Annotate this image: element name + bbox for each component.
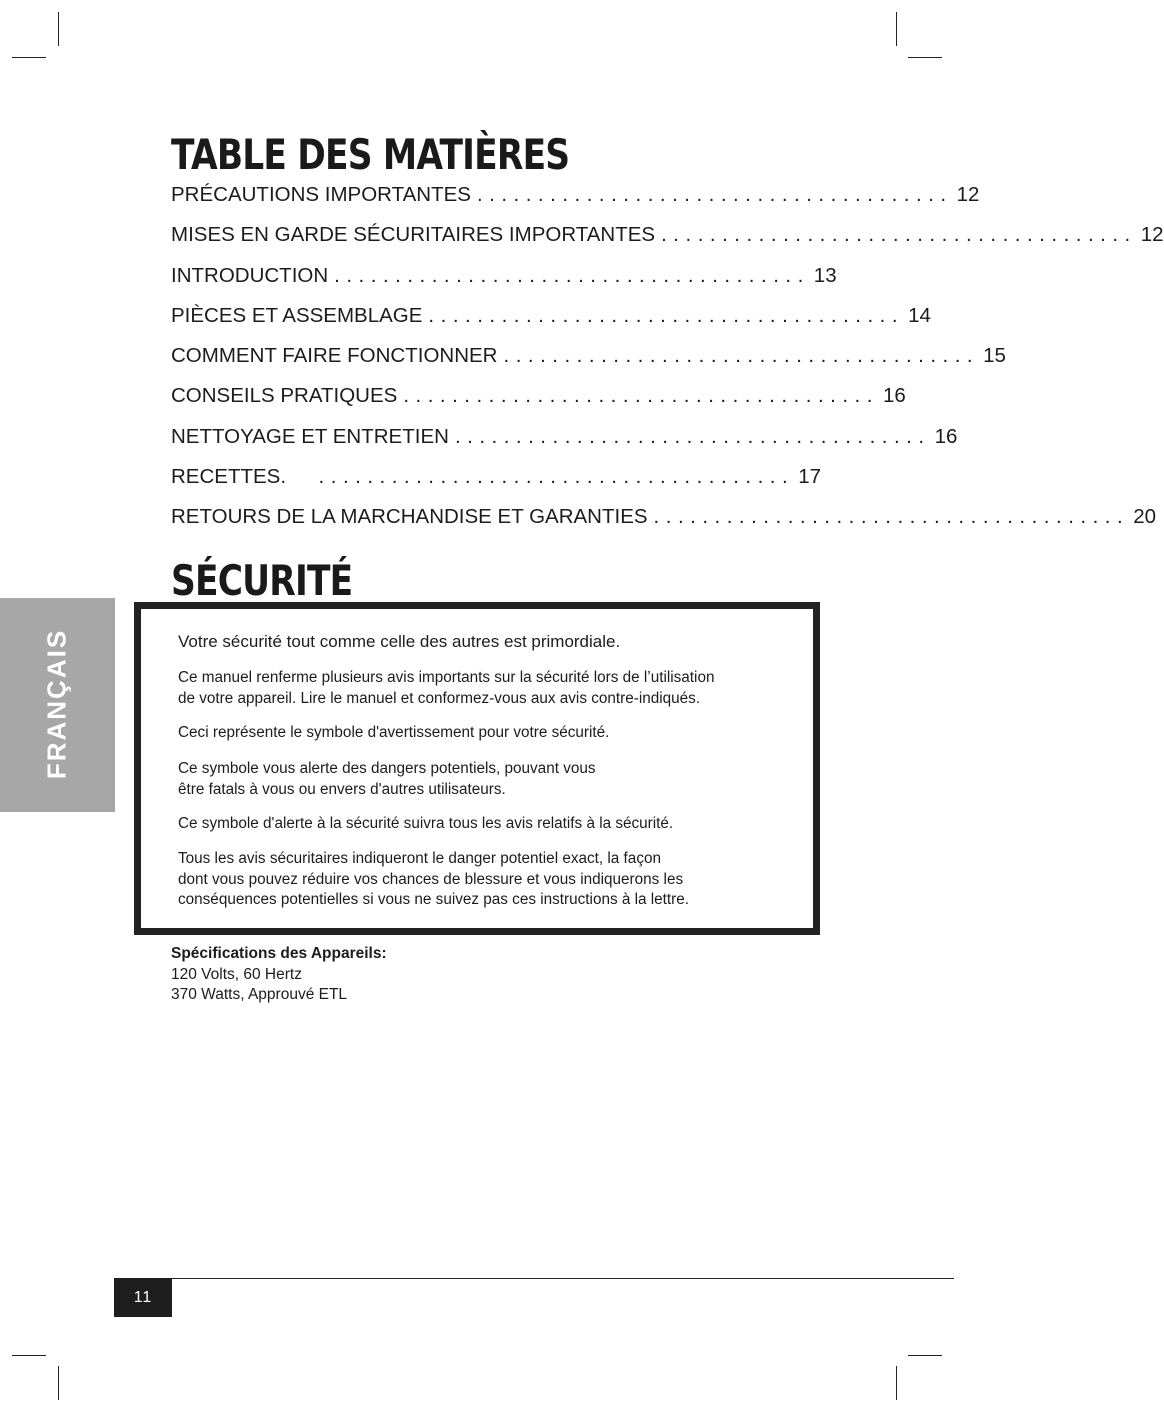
safety-paragraph-line: conséquences potentielles si vous ne suivez pas ces instructions à la lettre. [178,891,690,908]
toc-heading: TABLE DES MATIÈRES [171,130,570,179]
crop-mark [12,1355,46,1356]
crop-mark [896,12,897,46]
toc-entry-title: PRÉCAUTIONS IMPORTANTES [171,183,471,206]
toc-entry[interactable] [171,344,1006,384]
toc-entry[interactable] [171,384,906,424]
toc-entry[interactable] [171,465,821,505]
toc-dot-leader: ....................................... [661,223,1137,247]
toc-entry[interactable] [171,183,980,223]
toc-dot-leader: ....................................... [318,465,795,489]
toc-entry-title: RETOURS DE LA MARCHANDISE ET GARANTIES [171,505,648,529]
toc-entry-page: 16 [882,384,906,408]
toc-entry-page: 12 [1140,223,1164,247]
specs-title: Spécifications des Appareils: [171,945,387,962]
toc-entry-page: 17 [798,465,821,489]
toc-dot-leader: ....................................... [653,505,1130,529]
safety-paragraph-line: Tous les avis sécuritaires indiqueront le danger potentiel exact, la façon [178,850,661,867]
toc-entry-title: MISES EN GARDE SÉCURITAIRES IMPORTANTES [171,223,656,247]
toc-entry-page: 14 [908,303,931,327]
crop-mark [12,57,46,58]
specs-line: 370 Watts, Approuvé ETL [171,986,348,1003]
safety-paragraph-line: Ce manuel renferme plusieurs avis importants sur la sécurité lors de l’utilisation [178,669,715,686]
toc-entry[interactable] [171,223,1164,263]
toc-entry-title: RECETTES. [171,465,287,489]
crop-mark [908,57,942,58]
safety-notice-box [134,602,820,935]
toc-dot-leader: ....................................... [476,183,953,206]
toc-entry[interactable] [171,303,931,344]
safety-paragraph-line: Ce symbole d'alerte à la sécurité suivra tous les avis relatifs à la sécurité. [178,815,674,832]
appliance-specifications [171,944,387,1006]
toc-dot-leader: ....................................... [428,303,905,327]
footer-rule [114,1278,954,1279]
safety-paragraph-line: de votre appareil. Lire le manuel et conformez-vous aux avis contre-indiqués. [178,689,701,707]
crop-mark [896,1366,897,1400]
safety-heading: SÉCURITÉ [171,556,353,605]
toc-dot-leader: ....................................... [334,263,810,287]
table-of-contents [171,183,1164,546]
toc-entry-title: INTRODUCTION [171,263,329,287]
toc-entry[interactable] [171,263,837,304]
specs-line: 120 Volts, 60 Hertz [171,965,302,983]
toc-dot-leader: ....................................... [403,384,879,408]
toc-entry[interactable] [171,424,958,465]
toc-entry[interactable] [171,505,1156,545]
crop-mark [58,1366,59,1400]
safety-paragraph-line: être fatals à vous ou envers d'autres utilisateurs. [178,780,506,798]
toc-entry-page: 20 [1133,505,1156,529]
safety-paragraph-line: dont vous pouvez réduire vos chances de blessure et vous indiquerons les [178,870,684,888]
toc-dot-leader: ....................................... [503,344,980,368]
safety-intro: Votre sécurité tout comme celle des autres est primordiale. [178,632,621,651]
toc-entry-page: 12 [956,183,980,206]
safety-paragraph-line: Ceci représente le symbole d'avertissement pour votre sécurité. [178,724,610,741]
crop-mark [58,12,59,46]
toc-entry-title: NETTOYAGE ET ENTRETIEN [171,424,449,448]
safety-paragraph-line: Ce symbole vous alerte des dangers potentiels, pouvant vous [178,760,596,777]
language-side-tab [0,598,115,812]
page-number: 11 [114,1278,172,1317]
language-label: FRANÇAIS [41,628,72,780]
toc-entry-page: 15 [983,344,1006,368]
toc-entry-page: 13 [813,263,837,287]
toc-entry-page: 16 [934,424,958,448]
toc-entry-title: PIÈCES ET ASSEMBLAGE [171,303,423,327]
toc-dot-leader: ....................................... [454,424,931,448]
toc-entry-title: CONSEILS PRATIQUES [171,384,398,408]
crop-mark [908,1355,942,1356]
toc-entry-title: COMMENT FAIRE FONCTIONNER [171,344,498,368]
